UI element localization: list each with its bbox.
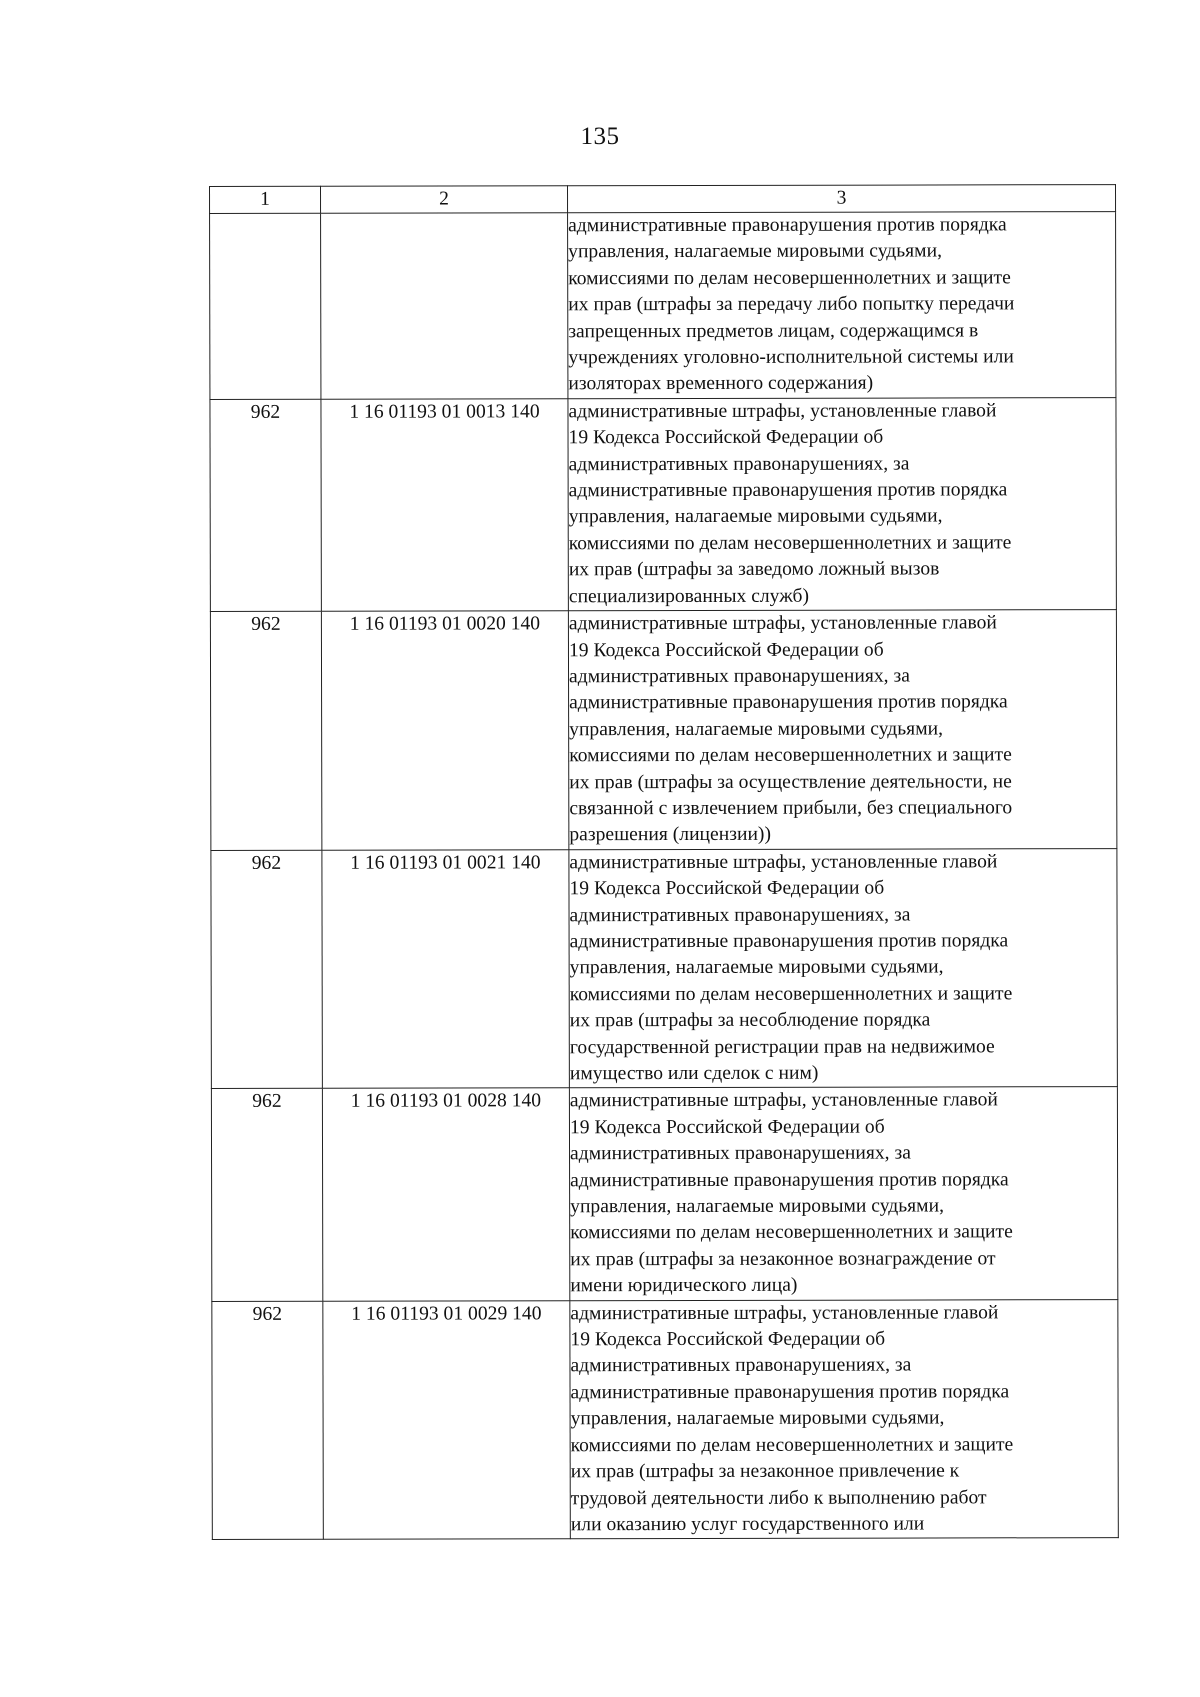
description-line: административные правонарушения против порядка — [570, 1168, 1009, 1191]
budget-code-table — [209, 184, 1119, 1540]
table-row — [211, 848, 1117, 1089]
description-line: административные штрафы, установленные главой — [568, 400, 997, 423]
description-line: имени юридического лица) — [570, 1275, 798, 1297]
description-line: административные правонарушения против порядка — [569, 691, 1008, 714]
description-line: разрешения (лицензии)) — [569, 824, 772, 846]
description-line: административные правонарушения против порядка — [568, 214, 1007, 237]
cell-admin-code — [210, 213, 321, 399]
description-line: комиссиями по делам несовершеннолетних и защите — [570, 1434, 1014, 1456]
description-line: административные штрафы, установленные главой — [569, 851, 998, 873]
description-line: управления, налагаемые мировыми судьями, — [568, 240, 942, 263]
page-number: 135 — [580, 123, 620, 150]
table-body — [210, 212, 1119, 1540]
description-line: управления, налагаемые мировыми судьями, — [569, 718, 943, 740]
header-col-3: 3 — [568, 185, 1116, 213]
table-row — [211, 1087, 1117, 1301]
description-line: 19 Кодекса Российской Федерации об — [569, 877, 885, 900]
description-line: административные штрафы, установленные главой — [569, 1089, 998, 1112]
description-line: имущество или сделок с ним) — [569, 1062, 819, 1085]
table-row — [210, 610, 1116, 851]
description-line: административных правонарушениях, за — [569, 904, 911, 926]
description-line: административные штрафы, установленные главой — [570, 1302, 999, 1324]
description-line: 19 Кодекса Российской Федерации об — [570, 1328, 886, 1351]
description-line: административных правонарушениях, за — [570, 1355, 912, 1377]
description-line: управления, налагаемые мировыми судьями, — [569, 956, 944, 979]
description-line: их прав (штрафы за незаконное вознаграждение от — [570, 1248, 996, 1271]
header-row — [210, 185, 1116, 214]
table-header — [210, 185, 1116, 214]
description-line: 19 Кодекса Российской Федерации об — [568, 639, 884, 661]
description-line: их прав (штрафы за заведомо ложный вызов — [568, 558, 940, 581]
description-line: или оказанию услуг государственного или — [570, 1513, 925, 1536]
description-line: комиссиями по делам несовершеннолетних и защите — [569, 983, 1013, 1006]
header-col-1: 1 — [210, 186, 321, 213]
description-line: изоляторах временного содержания) — [568, 373, 874, 395]
description-line: трудовой деятельности либо к выполнению работ — [570, 1486, 987, 1509]
description-line: их прав (штрафы за незаконное привлечение к — [570, 1460, 960, 1483]
cell-budget-classification-code: 1 16 01193 01 0021 140 — [322, 849, 569, 1088]
cell-budget-classification-code: 1 16 01193 01 0028 140 — [322, 1088, 569, 1301]
description-line: административные правонарушения против порядка — [570, 1381, 1010, 1404]
description-line: комиссиями по делам несовершеннолетних и защите — [568, 267, 1011, 290]
description-line: 19 Кодекса Российской Федерации об — [568, 426, 884, 449]
description-line: учреждениях уголовно-исполнительной системы или — [568, 346, 1014, 369]
description-line: административных правонарушениях, за — [568, 453, 910, 475]
cell-budget-classification-code: 1 16 01193 01 0020 140 — [321, 611, 568, 850]
description-line: административные правонарушения против порядка — [568, 479, 1008, 502]
description-line: запрещенных предметов лицам, содержащимся в — [568, 320, 979, 342]
cell-admin-code: 962 — [211, 1089, 322, 1301]
cell-budget-classification-code: 1 16 01193 01 0013 140 — [321, 399, 568, 612]
description-line: управления, налагаемые мировыми судьями, — [570, 1407, 945, 1430]
table-row — [210, 397, 1116, 611]
table-row — [212, 1299, 1118, 1540]
description-line: административные штрафы, установленные главой — [568, 612, 997, 635]
description-line: их прав (штрафы за несоблюдение порядка — [569, 1009, 931, 1032]
description-line: связанной с извлечением прибыли, без специального — [569, 797, 1013, 820]
cell-admin-code: 962 — [211, 850, 322, 1089]
description-line: комиссиями по делам несовершеннолетних и защите — [569, 744, 1012, 767]
cell-description — [570, 1299, 1118, 1539]
cell-description — [568, 610, 1116, 850]
description-line: комиссиями по делам несовершеннолетних и защите — [570, 1221, 1013, 1244]
cell-description — [569, 848, 1117, 1088]
description-line: управления, налагаемые мировыми судьями, — [568, 505, 943, 528]
cell-description — [568, 212, 1116, 399]
cell-budget-classification-code — [321, 213, 568, 399]
description-line: управления, налагаемые мировыми судьями, — [570, 1195, 944, 1218]
description-line: административных правонарушениях, за — [570, 1142, 911, 1165]
description-line: государственной регистрации прав на недвижимое — [569, 1035, 995, 1058]
table-row — [210, 212, 1116, 400]
description-line: административных правонарушениях, за — [569, 665, 910, 688]
cell-description — [568, 397, 1116, 610]
cell-budget-classification-code: 1 16 01193 01 0029 140 — [323, 1300, 570, 1539]
cell-admin-code: 962 — [210, 399, 321, 611]
description-line: их прав (штрафы за осуществление деятельности, не — [569, 770, 1012, 793]
description-line: их прав (штрафы за передачу либо попытку передачи — [568, 293, 1015, 316]
description-line: 19 Кодекса Российской Федерации об — [569, 1116, 885, 1139]
cell-admin-code: 962 — [210, 611, 321, 850]
cell-description — [569, 1087, 1117, 1300]
description-line: административные правонарушения против порядка — [569, 930, 1009, 953]
cell-admin-code: 962 — [212, 1301, 323, 1540]
description-line: комиссиями по делам несовершеннолетних и защите — [568, 532, 1012, 555]
header-col-2: 2 — [321, 186, 568, 214]
description-line: специализированных служб) — [568, 585, 809, 607]
